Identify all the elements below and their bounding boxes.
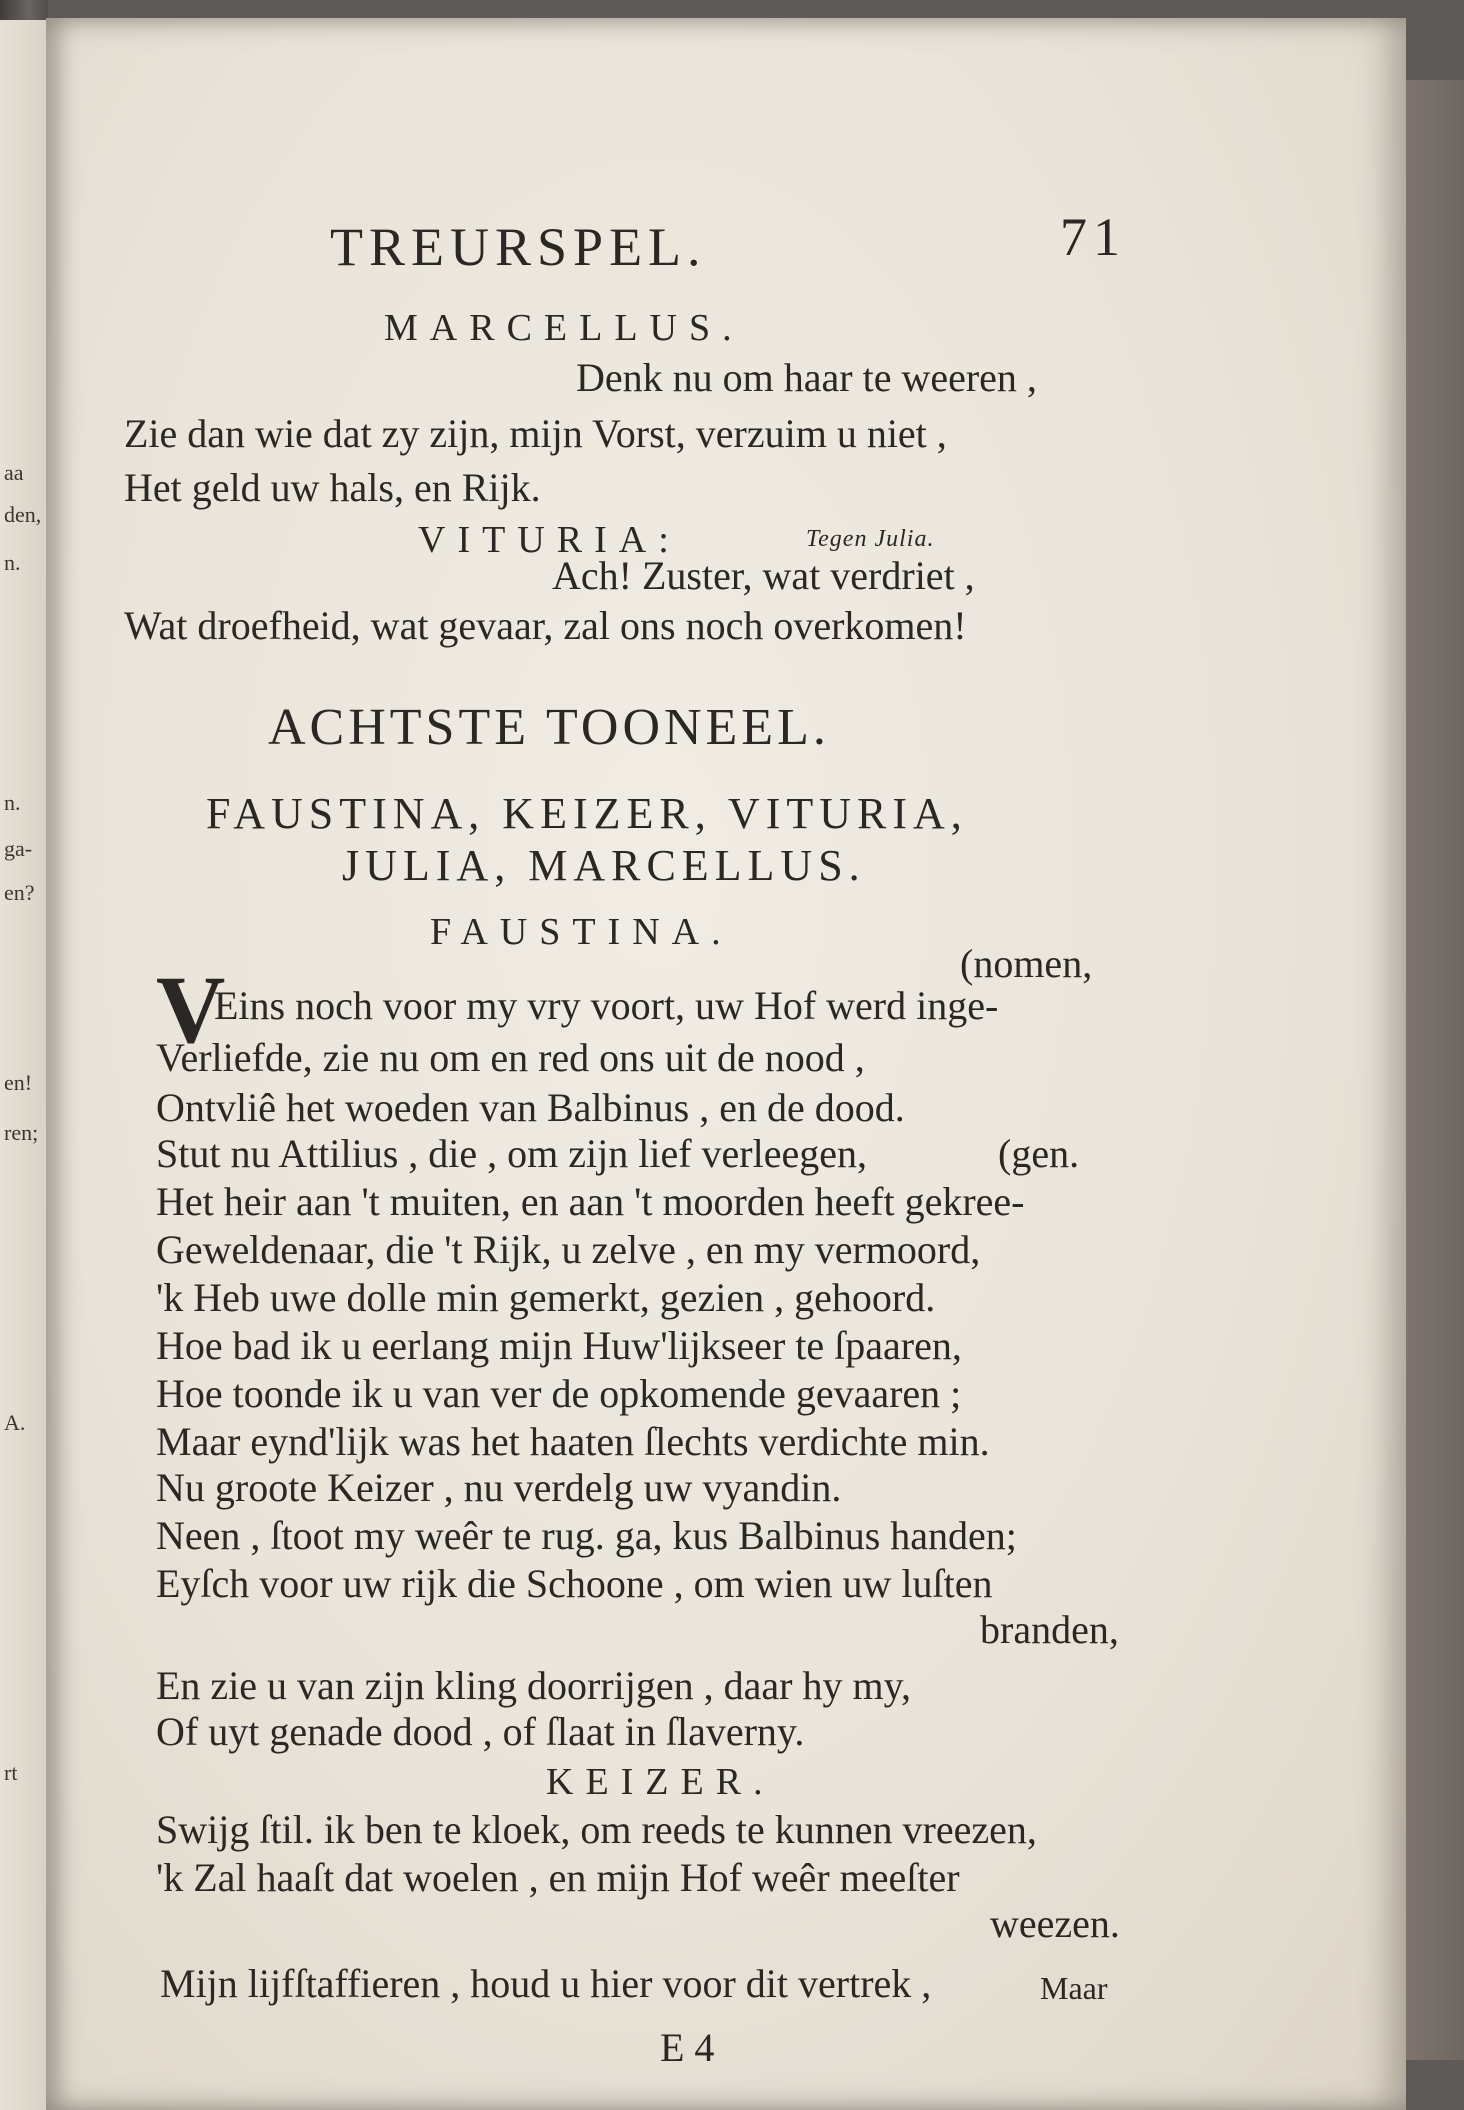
left-fragment: ren; <box>4 1120 39 1145</box>
verse-turnover: branden, <box>980 1607 1119 1652</box>
cast-list-line: FAUSTINA, KEIZER, VITURIA, <box>206 789 968 838</box>
verse-carryover: (nomen, <box>960 941 1093 986</box>
left-page-edge <box>0 20 50 2110</box>
verse-line: Mijn lijfſtaffieren , houd u hier voor dit vertrek , <box>160 1961 932 2006</box>
verse-line: 'k Heb uwe dolle min gemerkt, gezien , gehoord. <box>156 1275 936 1320</box>
verse-line: Het geld uw hals, en Rijk. <box>124 465 541 510</box>
verse-line: Verliefde, zie nu om en red ons uit de nood , <box>156 1035 865 1080</box>
verse-line: Of uyt genade dood , of ſlaat in ſlaverny. <box>156 1709 805 1754</box>
cast-list-line: JULIA, MARCELLUS. <box>342 841 866 890</box>
left-fragment: en! <box>4 1070 33 1095</box>
verse-line: Hoe toonde ik u van ver de opkomende gevaaren ; <box>156 1371 962 1416</box>
left-fragment: n. <box>4 550 21 575</box>
speaker-vituria: VITURIA: <box>418 519 681 561</box>
drop-cap: V <box>156 956 226 1063</box>
verse-line: Het heir aan 't muiten, en aan 't moorden heeft gekree- <box>156 1179 1025 1224</box>
catchword: Maar <box>1040 1970 1108 2006</box>
left-fragment: n. <box>4 790 21 815</box>
verse-line: Ach! Zuster, wat verdriet , <box>552 553 975 598</box>
left-fragment: ga- <box>4 836 33 861</box>
left-fragment: A. <box>4 1410 26 1435</box>
speaker-faustina: FAUSTINA. <box>430 911 733 953</box>
scene-title: ACHTSTE TOONEEL. <box>268 699 830 756</box>
speaker-keizer: KEIZER. <box>546 1761 775 1803</box>
left-fragment: en? <box>4 880 35 905</box>
verse-line: En zie u van zijn kling doorrijgen , daar hy my, <box>156 1663 911 1708</box>
verse-line: Maar eynd'lijk was het haaten ſlechts verdichte min. <box>156 1419 990 1464</box>
verse-line: Neen , ſtoot my weêr te rug. ga, kus Balbinus handen; <box>156 1513 1017 1558</box>
page-number: 71 <box>1060 207 1126 267</box>
verse-carryover: (gen. <box>998 1131 1080 1176</box>
stage-direction: Tegen Julia. <box>806 526 935 552</box>
signature-mark: E 4 <box>660 2025 715 2070</box>
verse-line: Denk nu om haar te weeren , <box>576 355 1037 400</box>
verse-line: Ontvliê het woeden van Balbinus , en de dood. <box>156 1085 905 1130</box>
verse-line: Nu groote Keizer , nu verdelg uw vyandin. <box>156 1465 842 1510</box>
running-head-title: TREURSPEL. <box>330 217 707 277</box>
book-page <box>46 18 1406 2110</box>
verse-line: Hoe bad ik u eerlang mijn Huw'lijkseer te ſpaaren, <box>156 1323 962 1368</box>
verse-line: Zie dan wie dat zy zijn, mijn Vorst, verzuim u niet , <box>124 411 947 456</box>
left-fragment: rt <box>4 1760 18 1785</box>
verse-line: Eyſch voor uw rijk die Schoone , om wien uw luſten <box>156 1561 993 1606</box>
verse-turnover: weezen. <box>990 1901 1120 1946</box>
left-fragment: den, <box>4 502 42 527</box>
verse-line: Swijg ſtil. ik ben te kloek, om reeds te kunnen vreezen, <box>156 1807 1037 1852</box>
speaker-marcellus: MARCELLUS. <box>384 307 744 349</box>
left-fragment: aa <box>4 460 24 485</box>
verse-line: Geweldenaar, die 't Rijk, u zelve , en my vermoord, <box>156 1227 981 1272</box>
verse-line: 'k Zal haaſt dat woelen , en mijn Hof weêr meeſter <box>156 1855 960 1900</box>
verse-line: Stut nu Attilius , die , om zijn lief verleegen, <box>156 1131 867 1176</box>
verse-line: Eins noch voor my vry voort, uw Hof werd inge- <box>214 983 999 1028</box>
verse-line: Wat droefheid, wat gevaar, zal ons noch overkomen! <box>124 603 967 648</box>
